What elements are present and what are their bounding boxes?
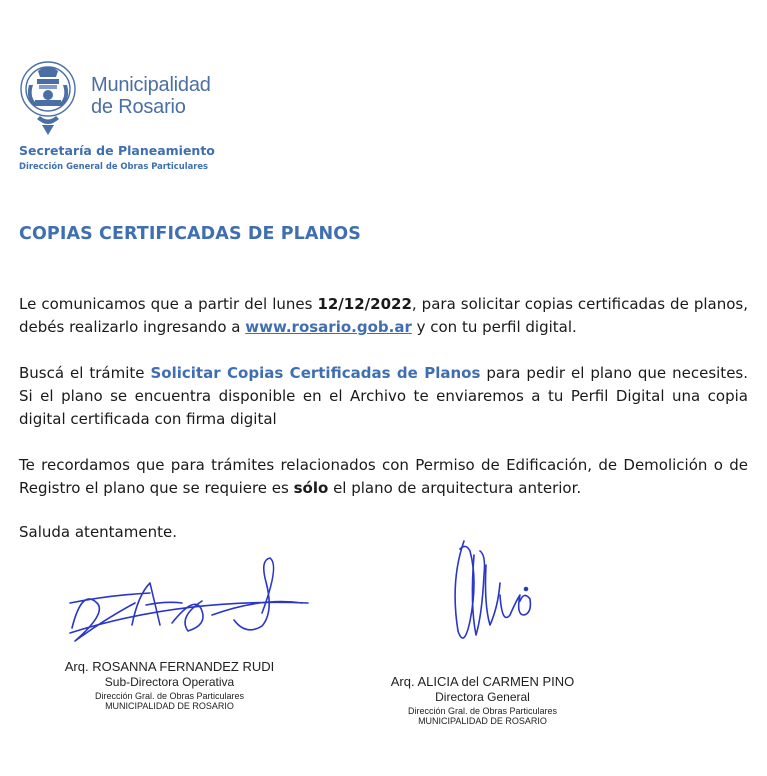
- p3-text-b: el plano de arquitectura anterior.: [328, 479, 582, 497]
- direccion-label: Dirección General de Obras Particulares: [19, 161, 209, 171]
- signer-1-dept: Dirección Gral. de Obras Particulares: [94, 691, 245, 701]
- signature-block-2: [380, 674, 585, 726]
- paragraph-3: [19, 454, 748, 500]
- municipal-seal-icon: [17, 55, 79, 137]
- p1-text-a: Le comunicamos que a partir del lunes: [19, 295, 318, 313]
- page-title: COPIAS CERTIFICADAS DE PLANOS: [19, 224, 361, 244]
- paragraph-2: [19, 362, 748, 431]
- secretaria-label: Secretaría de Planeamiento: [19, 143, 215, 158]
- signature-1-handwriting: [62, 553, 312, 663]
- signature-2-handwriting: [450, 535, 550, 653]
- closing-line: Saluda atentamente.: [19, 523, 177, 541]
- start-date: 12/12/2022: [317, 295, 412, 313]
- signer-2-dept: Dirección Gral. de Obras Particulares: [407, 706, 558, 716]
- p3-emphasis: sólo: [293, 479, 329, 497]
- signer-1-name: Arq. ROSANNA FERNANDEZ RUDI: [64, 659, 275, 674]
- signer-1-role: Sub-Directora Operativa: [104, 675, 235, 689]
- p3-text-a: Te recordamos que para trámites relacionados con Permiso de Edificación, de Demolición o de Registro el plano que se requiere es: [19, 456, 748, 497]
- tramite-name: Solicitar Copias Certificadas de Planos: [150, 364, 481, 382]
- p1-text-c: y con tu perfil digital.: [411, 318, 577, 336]
- signature-block-1: [62, 659, 277, 711]
- org-name-line2: de Rosario: [91, 96, 186, 118]
- signer-2-role: Directora General: [435, 690, 530, 704]
- organization-name: [91, 74, 211, 118]
- p2-text-a: Buscá el trámite: [19, 364, 151, 382]
- org-name-line1: Municipalidad: [91, 74, 211, 96]
- signer-2-name: Arq. ALICIA del CARMEN PINO: [390, 674, 575, 689]
- p2-text-b: para pedir el plano que necesites. Si el plano se encuentra disponible en el Archivo te enviaremos a tu Perfil Digital una copia digital certificada con firma digital: [19, 364, 749, 428]
- p1-text-b: , para solicitar copias certificadas de planos, debés realizarlo ingresando a: [19, 295, 748, 336]
- paragraph-1: [19, 293, 748, 339]
- rosario-website-link[interactable]: www.rosario.gob.ar: [245, 318, 412, 336]
- signer-1-org: MUNICIPALIDAD DE ROSARIO: [105, 701, 234, 711]
- signer-2-org: MUNICIPALIDAD DE ROSARIO: [418, 716, 547, 726]
